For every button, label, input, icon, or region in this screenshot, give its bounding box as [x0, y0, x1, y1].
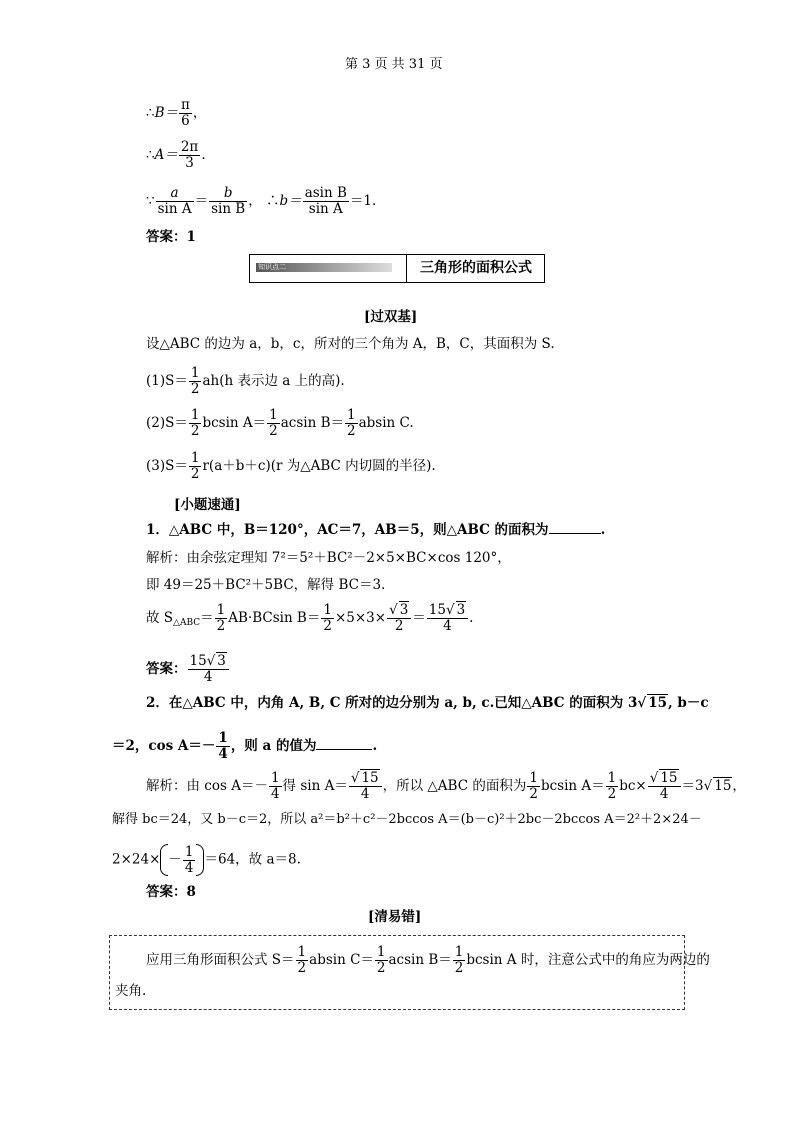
derivation-line-a: ∴A＝ $\frac{2\pi}{3}$ .: [146, 139, 206, 171]
section-title: 三角形的面积公式: [420, 260, 532, 276]
formula-3: (3)S＝ $\frac{1}{2}$ r(a＋b＋c)(r 为△ABC 内切圆的半径).: [146, 450, 436, 482]
note-line-1: 应用三角形面积公式 S＝ $\frac{1}{2}$ absin C＝ $\frac{1}{2}$ acsin B＝ $\frac{1}{2}$ bcsin A 时，注意公式中的角应为两边的: [146, 944, 710, 976]
q2-solution-line-2: 解得 bc＝24，又 b－c＝2，所以 a²＝b²＋c²－2bccos A＝(b－c)²＋2bc－2bccos A＝2²＋2×24－: [112, 812, 702, 827]
section-tag: 知识点二: [258, 263, 286, 271]
derivation-line-sine-law: ∵ $\frac{a}{\text{sin A}}$ ＝ $\frac{b}{\text{sin B}}$ ， ∴b＝ $\frac{\text{asin B}}{\text{sin A}}$ ＝1.: [146, 185, 377, 217]
formula-2: (2)S＝ $\frac{1}{2}$ bcsin A＝ $\frac{1}{2}$ acsin B＝ $\frac{1}{2}$ absin C.: [146, 407, 414, 439]
q1-solution-line-2: 即 49＝25＋BC²＋5BC，解得 BC＝3.: [146, 577, 386, 593]
answer-q2: 答案：8: [146, 884, 196, 900]
question-1: 1．△ABC 中，B＝120°，AC＝7，AB＝5，则△ABC 的面积为 .: [146, 522, 606, 538]
basics-heading: [过双基]: [364, 309, 418, 325]
answer-q1: 答案： $\frac{15√ 3}{4}$: [146, 654, 230, 685]
question-2-line-2: ＝2，cos A＝－ $\frac{1}{4}$ ，则 a 的值为 .: [112, 730, 378, 762]
q2-solution-line-3: 2×24× － $\frac{1}{4}$ ＝64，故 a＝8.: [112, 843, 301, 876]
answer-blank: [316, 748, 372, 750]
q1-solution-line-3: 故 $S_{\triangle ABC}=$ $\frac{1}{2}$ AB·BCsin B＝ $\frac{1}{2}$ ×5×3× $\frac{√ 3}{2}$ ＝ $\frac{15√ 3}{4}$ .: [146, 602, 474, 634]
answer-blank: [549, 532, 601, 534]
question-2-line-1: 2．在△ABC 中，内角 A, B, C 所对的边分别为 a, b, c.已知△ABC 的面积为 3√ 15, b－c: [146, 695, 709, 711]
basics-intro: 设△ABC 的边为 a，b，c，所对的三个角为 A，B，C，其面积为 S.: [146, 336, 555, 352]
note-line-2: 夹角.: [115, 983, 147, 999]
q2-solution-line-1: 解析：由 cos A＝－ $\frac{1}{4}$ 得 sin A＝ $\frac{√ 15}{4}$ ，所以 △ABC 的面积为 $\frac{1}{2}$ bcsin A＝ $\frac{1}{2}$ bc× $\frac{√ 15}{4}$ ＝3√ 15，: [146, 770, 746, 802]
section-header-box: [249, 254, 545, 283]
formula-1: (1)S＝ $\frac{1}{2}$ ah(h 表示边 a 上的高).: [146, 365, 345, 397]
q1-solution-line-1: 解析：由余弦定理知 7²＝5²＋BC²－2×5×BC×cos 120°，: [146, 550, 511, 566]
practice-heading: [小题速通]: [174, 497, 241, 513]
derivation-line-b: ∴B＝ $\frac{\pi}{6}$ ，: [146, 97, 207, 129]
errors-heading: [清易错]: [368, 909, 422, 925]
page-number: 第 3 页 共 31 页: [345, 57, 443, 72]
answer-1: 答案：1: [146, 229, 196, 245]
